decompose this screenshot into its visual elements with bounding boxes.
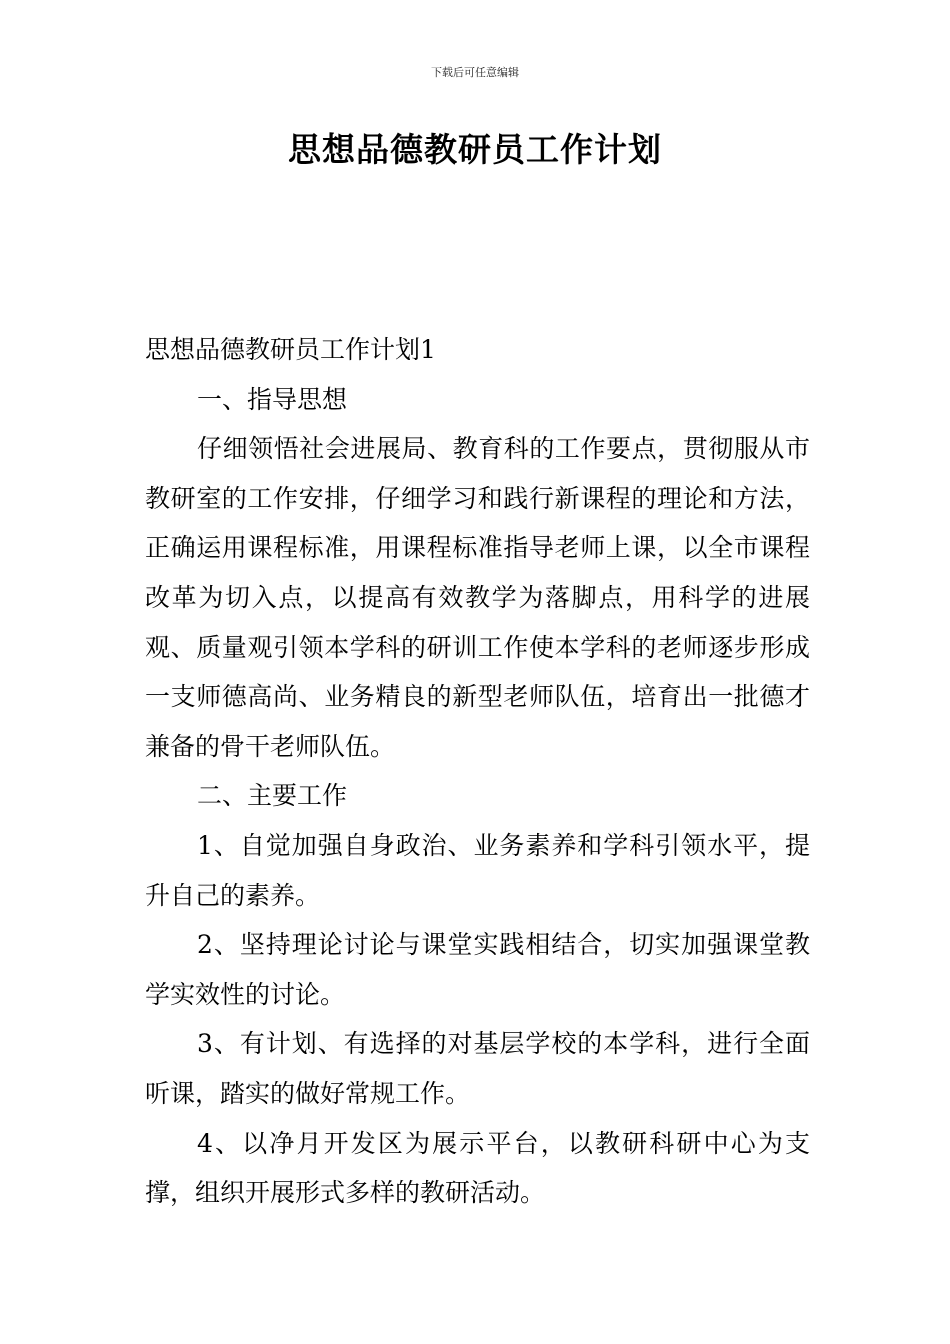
document-body (145, 325, 810, 1218)
header-note: 下载后可任意编辑 (431, 66, 519, 79)
list-item-3: 3、有计划、有选择的对基层学校的本学科，进行全面听课，踏实的做好常规工作。 (145, 1029, 810, 1108)
section-heading: 思想品德教研员工作计划1 (145, 335, 436, 364)
list-item-1: 1、自觉加强自身政治、业务素养和学科引领水平，提升自己的素养。 (145, 830, 810, 910)
subheading-main-work: 二、主要工作 (197, 781, 348, 811)
list-item-4: 4、以净月开发区为展示平台，以教研科研中心为支撑，组织开展形式多样的教研活动。 (145, 1128, 810, 1208)
paragraph-guiding-ideology: 仔细领悟社会进展局、教育科的工作要点，贯彻服从市教研室的工作安排，仔细学习和践行新课程的理论和方法，正确运用课程标准，用课程标准指导老师上课，以全市课程改革为切入点，以提高有效教学为落脚点，用科学的进展观、质量观引领本学科的研训工作使本学科的老师逐步形成一支师德高尚、业务精良的新型老师队伍，培育出一批德才兼备的骨干老师队伍。 (145, 434, 810, 761)
subheading-guiding-ideology: 一、指导思想 (197, 384, 348, 414)
document-title: 思想品德教研员工作计划 (288, 130, 662, 169)
list-item-2: 2、坚持理论讨论与课堂实践相结合，切实加强课堂教学实效性的讨论。 (145, 930, 810, 1009)
